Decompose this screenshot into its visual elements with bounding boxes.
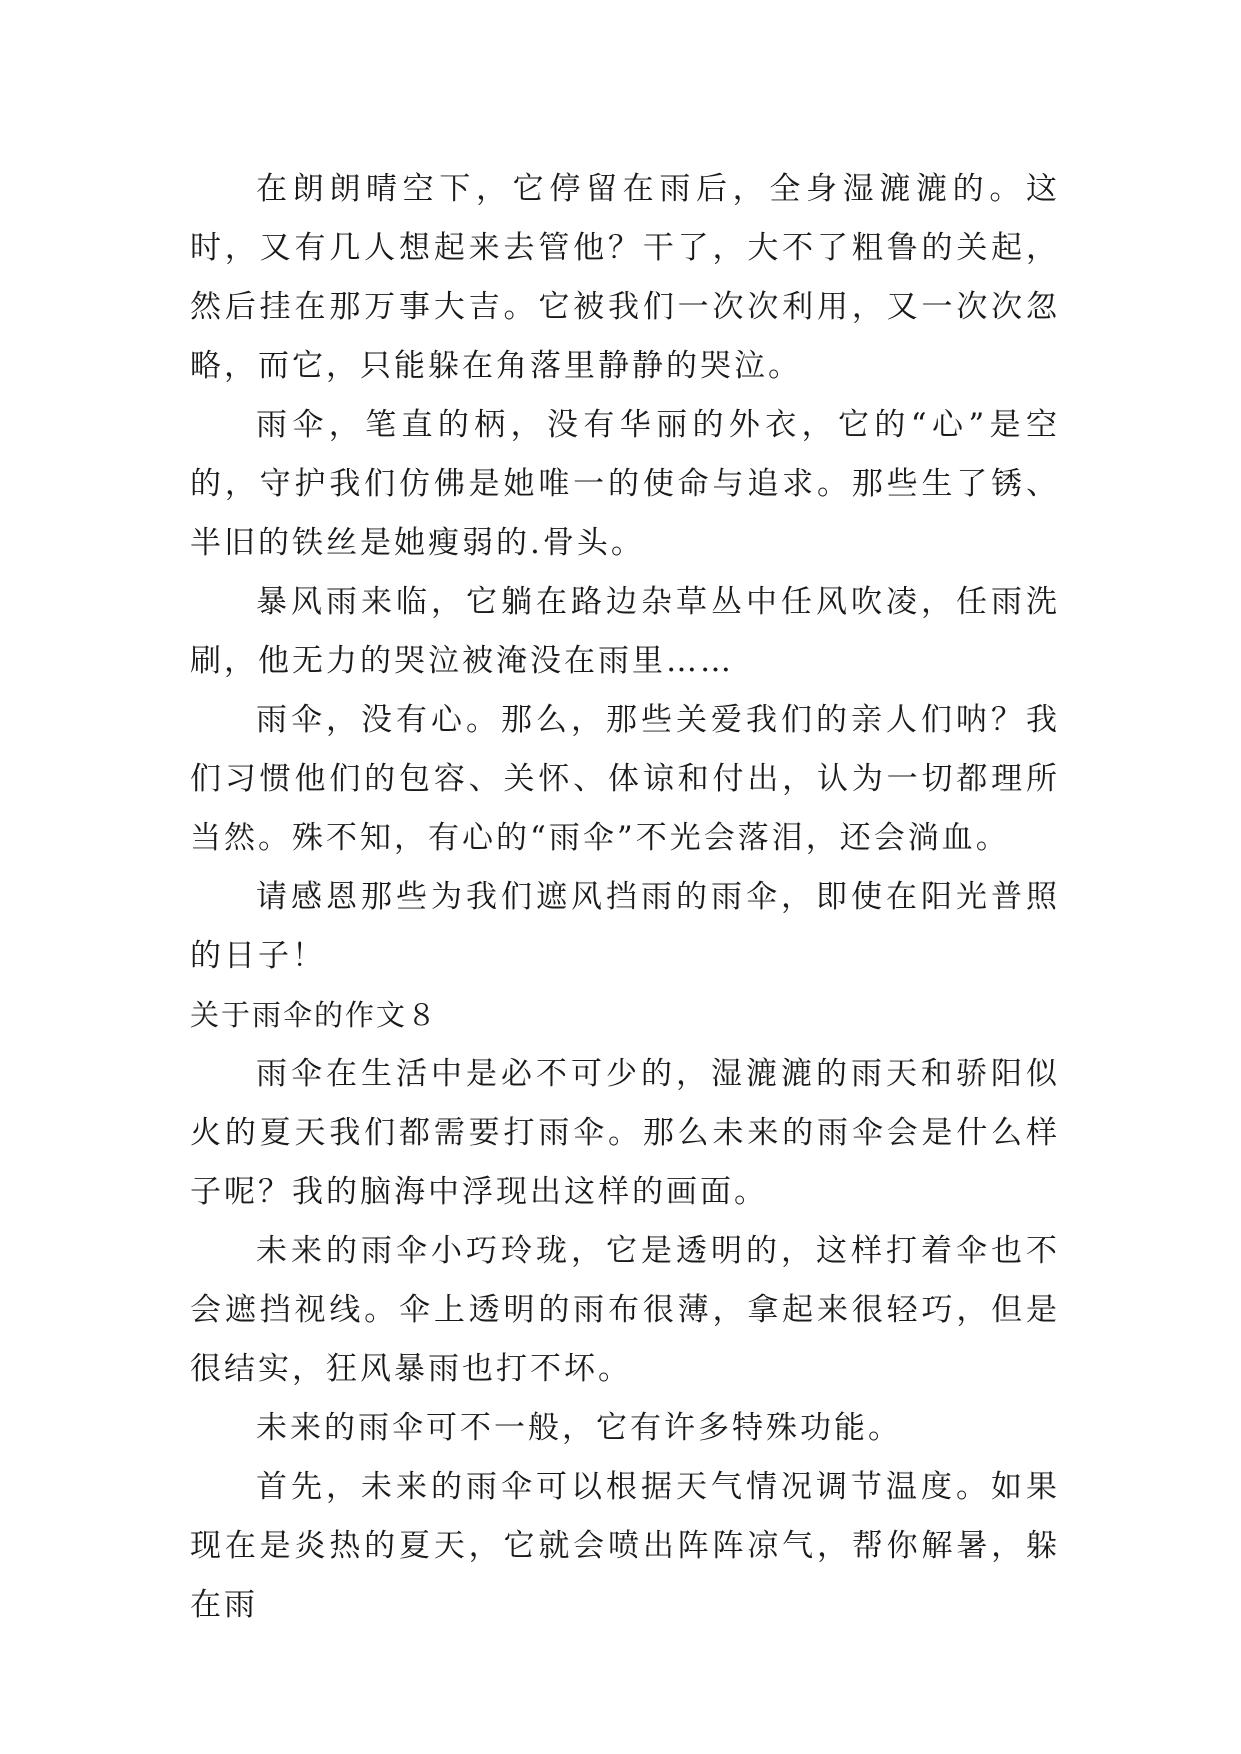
essay-heading: 关于雨伞的作文８ <box>190 998 439 1032</box>
paragraph-family: 雨伞，没有心。那么，那些关爱我们的亲人们呐？我们习惯他们的包容、关怀、体谅和付出，认为一切都理所当然。殊不知，有心的“雨伞”不光会落泪，还会淌血。 <box>190 702 1060 856</box>
paragraph-future-functions: 未来的雨伞可不一般，它有许多特殊功能。 <box>256 1410 902 1446</box>
paragraph-future-transparent: 未来的雨伞小巧玲珑，它是透明的，这样打着伞也不会遮挡视线。伞上透明的雨布很薄，拿起来很轻巧，但是很结实，狂风暴雨也打不坏。 <box>190 1233 1060 1387</box>
paragraph-after-rain: 在朗朗晴空下，它停留在雨后，全身湿漉漉的。这时，又有几人想起来去管他？干了，大不了粗鲁的关起，然后挂在那万事大吉。它被我们一次次利用，又一次次忽略，而它，只能躲在角落里静静的哭泣。 <box>190 171 1060 384</box>
paragraph-storm: 暴风雨来临，它躺在路边杂草丛中任风吹凌，任雨洗刷，他无力的哭泣被淹没在雨里…… <box>190 584 1060 679</box>
paragraph-umbrella-heart: 雨伞，笔直的柄，没有华丽的外衣，它的“心”是空的，守护我们仿佛是她唯一的使命与追求。那些生了锈、半旧的铁丝是她瘦弱的.骨头。 <box>190 407 1060 561</box>
document-body <box>190 160 1060 1635</box>
paragraph-future-temperature: 首先，未来的雨伞可以根据天气情况调节温度。如果现在是炎热的夏天，它就会喷出阵阵凉气，帮你解暑，躲在雨 <box>190 1469 1060 1623</box>
paragraph-gratitude: 请感恩那些为我们遮风挡雨的雨伞，即使在阳光普照的日子！ <box>190 879 1060 974</box>
paragraph-future-intro: 雨伞在生活中是必不可少的，湿漉漉的雨天和骄阳似火的夏天我们都需要打雨伞。那么未来的雨伞会是什么样子呢？我的脑海中浮现出这样的画面。 <box>190 1056 1060 1210</box>
